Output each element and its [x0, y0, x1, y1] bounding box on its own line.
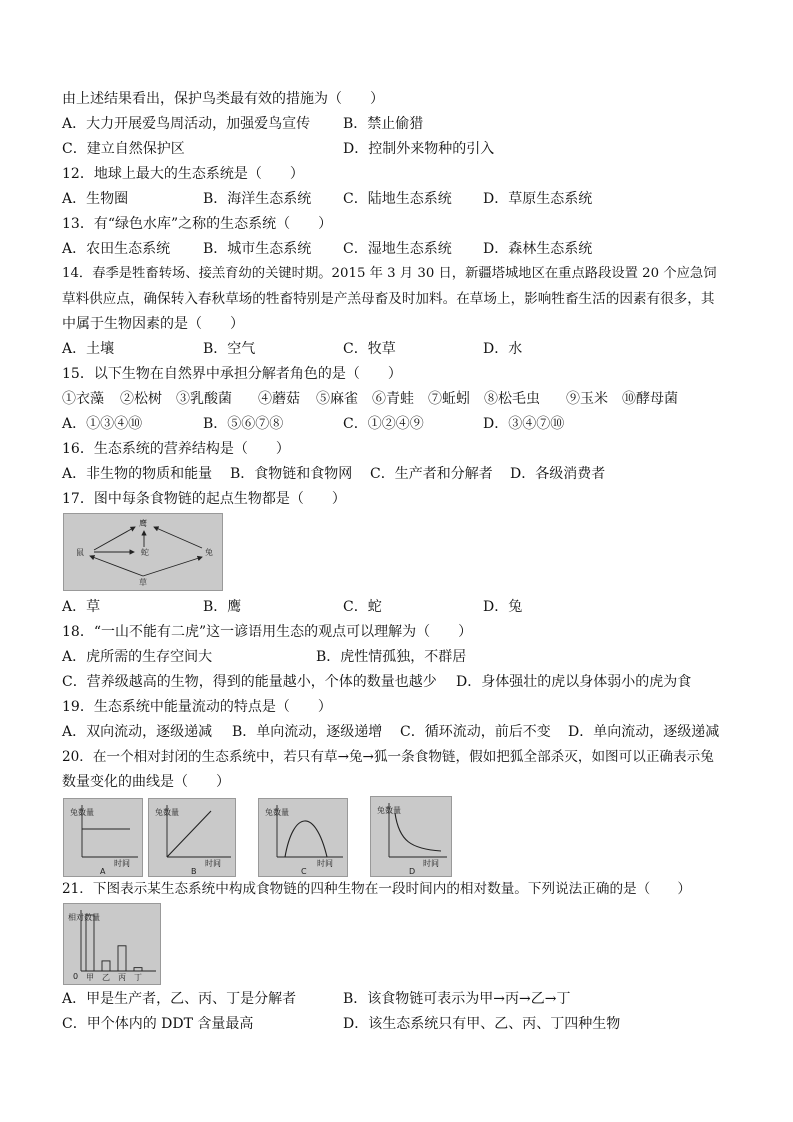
- graph-a: [63, 798, 143, 877]
- chart-y-label: 相对数量: [68, 913, 100, 922]
- chart-bar: [134, 968, 142, 971]
- organism-item: ①衣藻: [62, 391, 104, 407]
- graph-letter: C: [301, 867, 307, 876]
- organism-item: ③乳酸菌: [176, 391, 232, 407]
- graph-x-label: 时间: [114, 859, 130, 868]
- graph-c: [258, 798, 348, 877]
- organism-item: ⑨玉米: [566, 391, 608, 407]
- graph-y-label: 兔数量: [155, 808, 179, 817]
- question-14-stem-line3: 中属于生物因素的是（ ）: [62, 316, 244, 332]
- graph-y-label: 兔数量: [377, 806, 401, 815]
- q19-option-d[interactable]: D．单向流动，逐级递减: [568, 724, 720, 740]
- question-15-stem: 15．以下生物在自然界中承担分解者角色的是（ ）: [62, 366, 402, 382]
- q12-option-a[interactable]: A．生物圈: [62, 191, 129, 207]
- q21-option-c[interactable]: C．甲个体内的 DDT 含量最高: [62, 1016, 254, 1032]
- graph-x-label: 时间: [423, 859, 439, 868]
- graph-letter: D: [409, 867, 416, 876]
- organism-item: ⑤麻雀: [316, 391, 358, 407]
- q13-option-b[interactable]: B．城市生态系统: [203, 241, 312, 257]
- chart-category-label: 甲: [86, 973, 94, 982]
- question-stem: 由上述结果看出，保护鸟类最有效的措施为（ ）: [62, 91, 384, 107]
- chart-category-label: 乙: [102, 973, 110, 982]
- food-web-figure: [63, 513, 223, 591]
- question-20-stem-line2: 数量变化的曲线是（ ）: [62, 774, 230, 790]
- q21-option-d[interactable]: D．该生态系统只有甲、乙、丙、丁四种生物: [343, 1016, 621, 1032]
- figure-label: 草: [139, 578, 147, 587]
- graph-y-label: 兔数量: [265, 808, 289, 817]
- figure-label: 蛇: [141, 548, 149, 557]
- population-bar-chart: [63, 903, 161, 985]
- question-14-stem-line2: 草料供应点，确保转入春秋草场的牲畜特别是产羔母畜及时加料。在草场上，影响牲畜生活的因素有很多，其: [62, 291, 715, 307]
- q19-option-a[interactable]: A．双向流动，逐级递减: [62, 724, 213, 740]
- q17-option-d[interactable]: D．兔: [483, 599, 523, 615]
- q16-option-b[interactable]: B．食物链和食物网: [230, 466, 353, 482]
- q15-option-d[interactable]: D．③④⑦⑩: [483, 416, 565, 432]
- organism-item: ②松树: [120, 391, 162, 407]
- q16-option-c[interactable]: C．生产者和分解者: [370, 466, 493, 482]
- question-12-stem: 12．地球上最大的生态系统是（ ）: [62, 166, 304, 182]
- question-16-stem: 16．生态系统的营养结构是（ ）: [62, 441, 290, 457]
- q21-option-b[interactable]: B．该食物链可表示为甲→丙→乙→丁: [343, 991, 571, 1007]
- chart-bar: [86, 915, 94, 971]
- chart-bar: [118, 946, 126, 971]
- graph-x-label: 时间: [317, 859, 333, 868]
- organism-item: ⑦蚯蚓: [428, 391, 470, 407]
- q14-option-d[interactable]: D．水: [483, 341, 523, 357]
- question-18-stem: 18．“一山不能有二虎”这一谚语用生态的观点可以理解为（ ）: [62, 624, 473, 640]
- q18-option-b[interactable]: B．虎性情孤独，不群居: [316, 649, 467, 665]
- graph-letter: A: [100, 867, 106, 876]
- question-19-stem: 19．生态系统中能量流动的特点是（ ）: [62, 699, 332, 715]
- q13-option-c[interactable]: C．湿地生态系统: [343, 241, 452, 257]
- figure-label: 鹰: [139, 519, 147, 528]
- chart-origin: 0: [73, 972, 79, 981]
- question-13-stem: 13．有“绿色水库”之称的生态系统（ ）: [62, 216, 333, 232]
- option-b[interactable]: B．禁止偷猎: [343, 116, 424, 132]
- question-17-stem: 17．图中每条食物链的起点生物都是（ ）: [62, 491, 346, 507]
- option-d[interactable]: D．控制外来物种的引入: [343, 141, 495, 157]
- q15-option-a[interactable]: A．①③④⑩: [62, 416, 143, 432]
- graph-d: [370, 796, 452, 877]
- organism-item: ⑥青蛙: [372, 391, 414, 407]
- q15-option-c[interactable]: C．①②④⑨: [343, 416, 424, 432]
- figure-label: 兔: [205, 548, 213, 557]
- organism-item: ⑧松毛虫: [484, 391, 540, 407]
- q14-option-a[interactable]: A．土壤: [62, 341, 115, 357]
- graph-y-label: 兔数量: [70, 808, 94, 817]
- q17-option-b[interactable]: B．鹰: [203, 599, 242, 615]
- q15-option-b[interactable]: B．⑤⑥⑦⑧: [203, 416, 284, 432]
- chart-bar: [102, 961, 110, 971]
- q14-option-b[interactable]: B．空气: [203, 341, 256, 357]
- q14-option-c[interactable]: C．牧草: [343, 341, 396, 357]
- q12-option-c[interactable]: C．陆地生态系统: [343, 191, 452, 207]
- question-21-stem: 21．下图表示某生态系统中构成食物链的四种生物在一段时间内的相对数量。下列说法正确的是（ ）: [62, 881, 692, 897]
- chart-category-label: 丙: [118, 973, 126, 982]
- graph-b: [148, 798, 236, 877]
- q13-option-a[interactable]: A．农田生态系统: [62, 241, 171, 257]
- q18-option-d[interactable]: D．身体强壮的虎以身体弱小的虎为食: [456, 674, 692, 690]
- q18-option-c[interactable]: C．营养级越高的生物，得到的能量越小，个体的数量也越少: [62, 674, 437, 690]
- option-c[interactable]: C．建立自然保护区: [62, 141, 185, 157]
- organism-item: ⑩酵母菌: [622, 391, 678, 407]
- question-20-stem-line1: 20．在一个相对封闭的生态系统中，若只有草→兔→狐一条食物链，假如把狐全部杀灭，如图可以正确表示兔: [62, 749, 714, 765]
- graph-x-label: 时间: [205, 859, 221, 868]
- option-a[interactable]: A．大力开展爱鸟周活动，加强爱鸟宣传: [62, 116, 311, 132]
- q19-option-c[interactable]: C．循环流动，前后不变: [400, 724, 551, 740]
- figure-label: 鼠: [76, 548, 84, 557]
- q13-option-d[interactable]: D．森林生态系统: [483, 241, 593, 257]
- q12-option-d[interactable]: D．草原生态系统: [483, 191, 593, 207]
- q16-option-d[interactable]: D．各级消费者: [510, 466, 606, 482]
- q19-option-b[interactable]: B．单向流动，逐级递增: [232, 724, 383, 740]
- chart-category-label: 丁: [134, 973, 142, 982]
- q16-option-a[interactable]: A．非生物的物质和能量: [62, 466, 213, 482]
- graph-letter: B: [191, 867, 197, 876]
- organism-item: ④蘑菇: [258, 391, 300, 407]
- q21-option-a[interactable]: A．甲是生产者，乙、丙、丁是分解者: [62, 991, 297, 1007]
- q17-option-a[interactable]: A．草: [62, 599, 101, 615]
- question-14-stem-line1: 14．春季是牲畜转场、接羔育幼的关键时期。2015 年 3 月 30 日，新疆塔城地区在重点路段设置 20 个应急饲: [62, 266, 717, 281]
- q12-option-b[interactable]: B．海洋生态系统: [203, 191, 312, 207]
- q17-option-c[interactable]: C．蛇: [343, 599, 382, 615]
- q18-option-a[interactable]: A．虎所需的生存空间大: [62, 649, 213, 665]
